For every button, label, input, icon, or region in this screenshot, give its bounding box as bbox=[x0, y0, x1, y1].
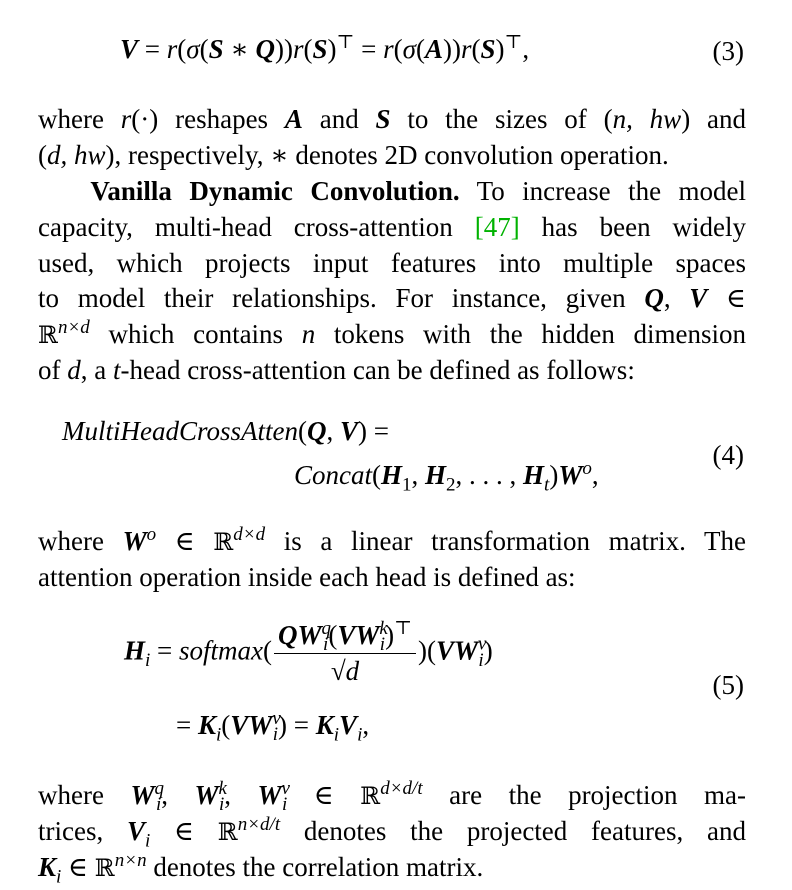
equation-5-fraction: $\frac{QW^q_i(VW^k_i)^⊤}{√d}$ bbox=[274, 620, 416, 687]
equation-5 bbox=[0, 620, 792, 750]
equation-3 bbox=[0, 30, 792, 76]
paragraph-linear-transformation: where $W^o$ ∈ ℝ$^{d\times d}$ is a linear transformation matrix. The attention operation inside each head is defined as: bbox=[38, 524, 746, 592]
equation-4 bbox=[0, 410, 792, 500]
equation-3-body: V = r(σ(S ∗ Q))r(S)⊤ = r(σ(A))r(S)⊤, bbox=[120, 32, 530, 64]
equation-4-number: (4) bbox=[712, 440, 744, 470]
paragraph-projection-matrices: where $W^q_i$, $W^k_i$, $W^v_i$ ∈ ℝ$^{d\times d/t}$ are the projection ma- trices, $V_i$ ∈ ℝ$^{n\times d/t}$ denotes the projected features, and $K_i$ ∈ ℝ$^{n\times n}$ denotes the correlation matrix. bbox=[38, 778, 747, 887]
equation-5-line-2: = $K_i(VW^v_i) = K_iV_i$, bbox=[176, 708, 370, 746]
equation-4-line-2: $Concat(H_1$, $H_2$, . . . , $H_t)W^o$, bbox=[294, 458, 599, 496]
equation-3-number: (3) bbox=[712, 36, 744, 66]
paragraph-reshape: where r(·) reshapes A and S to the sizes of (n, hw) and (d, hw), respectively, ∗ denotes 2D convolution operation. bbox=[38, 104, 746, 170]
citation-link[interactable]: [47] bbox=[474, 211, 520, 242]
equation-5-number: (5) bbox=[712, 670, 744, 700]
equation-4-line-1: MultiHeadCrossAtten(Q, V) = bbox=[62, 416, 389, 446]
equation-5-line-1: $H_i$ = softmax( $\frac{QW^q_i(VW^k_i)^⊤}{√d}$ )$(VW^v_i)$ bbox=[124, 618, 493, 686]
paragraph-vanilla-dynamic-convolution: Vanilla Dynamic Convolution. To increase the model capacity, multi-head cross-attention [47] has been widely used, which projects input features into multiple spaces to model their relationships. For instance, given Q, V ∈ ℝ$^{n\times d}$ which contains n tokens with the hidden dimension of d, a t-head cross-attention can be defined as follows: bbox=[38, 176, 747, 385]
section-run-in-heading: Vanilla Dynamic Convolution. bbox=[90, 176, 460, 206]
